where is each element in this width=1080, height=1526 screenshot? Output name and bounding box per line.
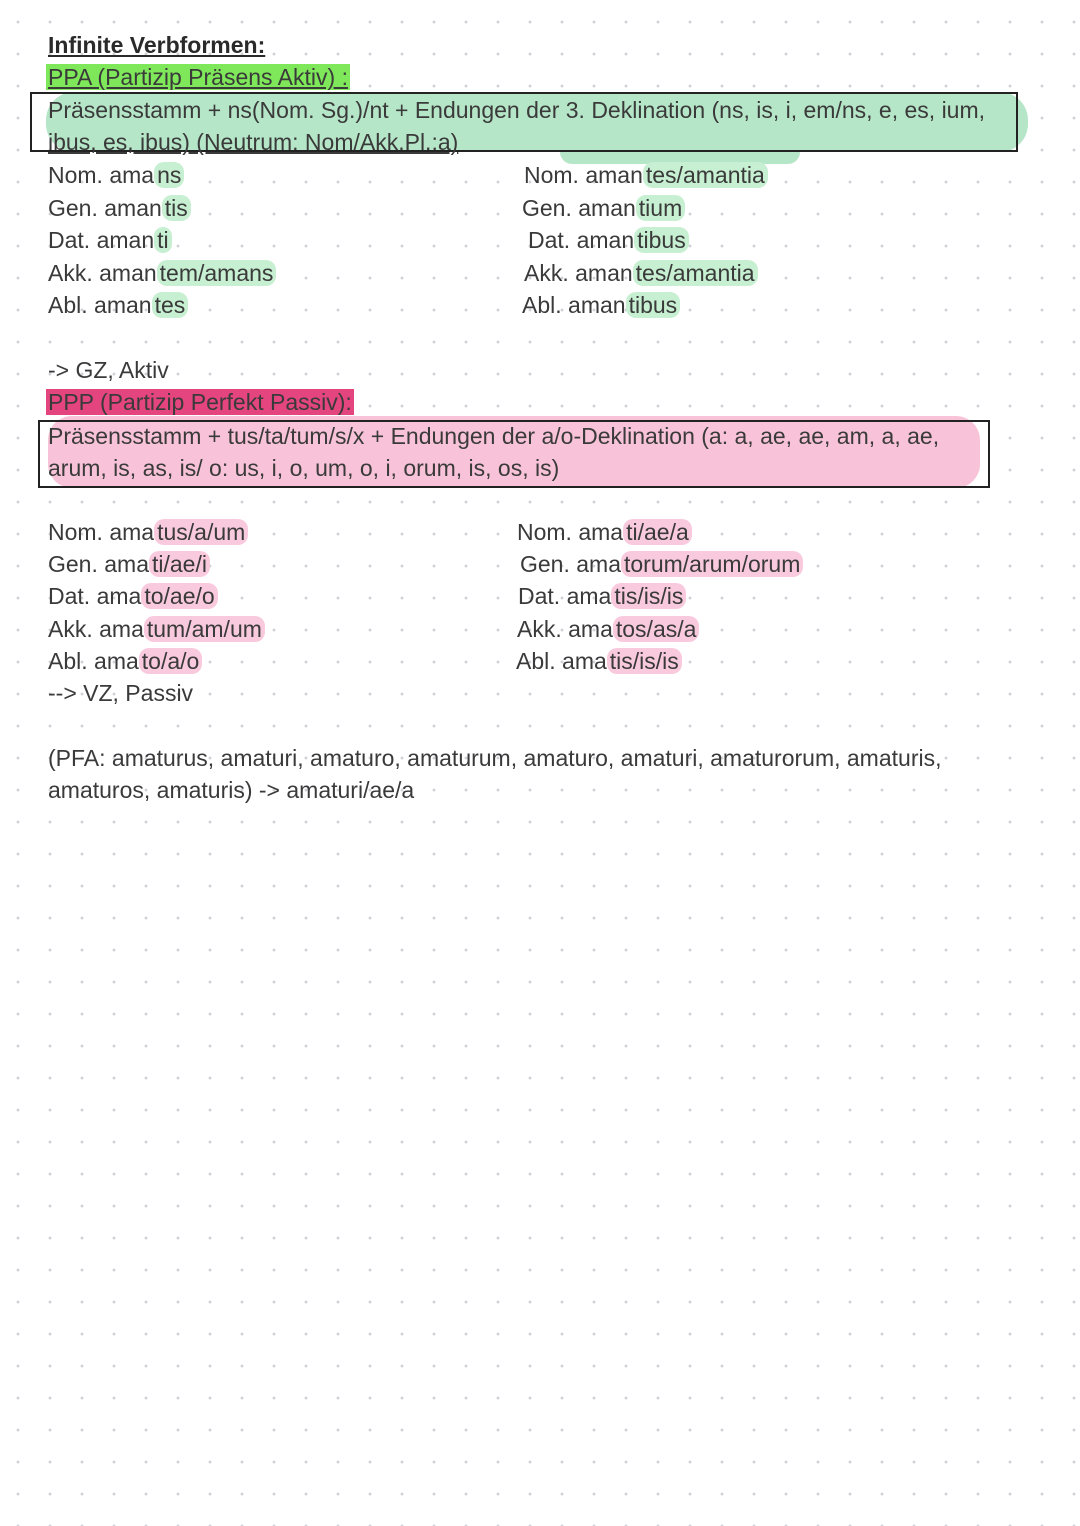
ppp-singular-dat: Dat. ama to/ae/o (48, 581, 218, 611)
ppa-singular-gen: Gen. aman tis (48, 193, 191, 223)
ppp-singular-gen: Gen. ama ti/ae/i (48, 549, 210, 579)
ppa-singular-dat: Dat. aman ti (48, 225, 172, 255)
ppp-singular-akk: Akk. ama tum/am/um (48, 614, 265, 644)
ppa-singular-abl: Abl. aman tes (48, 290, 188, 320)
ppp-plural-abl: Abl. ama tis/is/is (516, 646, 682, 676)
ppa-rule-line1: Präsensstamm + ns(Nom. Sg.)/nt + Endungen der 3. Deklination (ns, is, i, em/ns, e, es, ium, (48, 97, 986, 123)
ppa-plural-dat: Dat. aman tibus (528, 225, 689, 255)
ppa-singular-akk: Akk. aman tem/amans (48, 258, 276, 288)
ppp-heading (46, 387, 354, 417)
ppp-singular-abl: Abl. ama to/a/o (48, 646, 202, 676)
ppp-plural-dat: Dat. ama tis/is/is (518, 581, 686, 611)
ppa-plural-gen: Gen. aman tium (522, 193, 685, 223)
ppa-rule-line2: ibus, es, ibus) (Neutrum: Nom/Akk.Pl.:a) (48, 129, 459, 155)
ppa-plural-abl: Abl. aman tibus (522, 290, 680, 320)
ppa-heading-text: PPA (Partizip Präsens Aktiv) : (48, 64, 348, 90)
ppp-plural-akk: Akk. ama tos/as/a (517, 614, 699, 644)
ppp-rule-line1: Präsensstamm + tus/ta/tum/s/x + Endungen der a/o-Deklination (a: a, ae, ae, am, a, ae, (48, 423, 940, 449)
ppa-note: -> GZ, Aktiv (48, 357, 169, 383)
page-title: Infinite Verbformen: (48, 32, 266, 58)
ppa-singular-nom: Nom. ama ns (48, 160, 184, 190)
ppp-singular-nom: Nom. ama tus/a/um (48, 517, 248, 547)
ppa-heading (46, 62, 350, 92)
pfa-line1: (PFA: amaturus, amaturi, amaturo, amaturum, amaturo, amaturi, amaturorum, amaturis, (48, 745, 942, 771)
ppp-rule-line2: arum, is, as, is/ o: us, i, o, um, o, i, orum, is, os, is) (48, 455, 560, 481)
ppa-plural-nom: Nom. aman tes/amantia (524, 160, 768, 190)
ppp-plural-gen: Gen. ama torum/arum/orum (520, 549, 803, 579)
ppp-note: --> VZ, Passiv (48, 680, 194, 706)
ppa-plural-akk: Akk. aman tes/amantia (524, 258, 758, 288)
pfa-line2: amaturos, amaturis) -> amaturi/ae/a (48, 777, 415, 803)
ppp-plural-nom: Nom. ama ti/ae/a (517, 517, 692, 547)
ppp-heading-text: PPP (Partizip Perfekt Passiv): (48, 389, 352, 415)
